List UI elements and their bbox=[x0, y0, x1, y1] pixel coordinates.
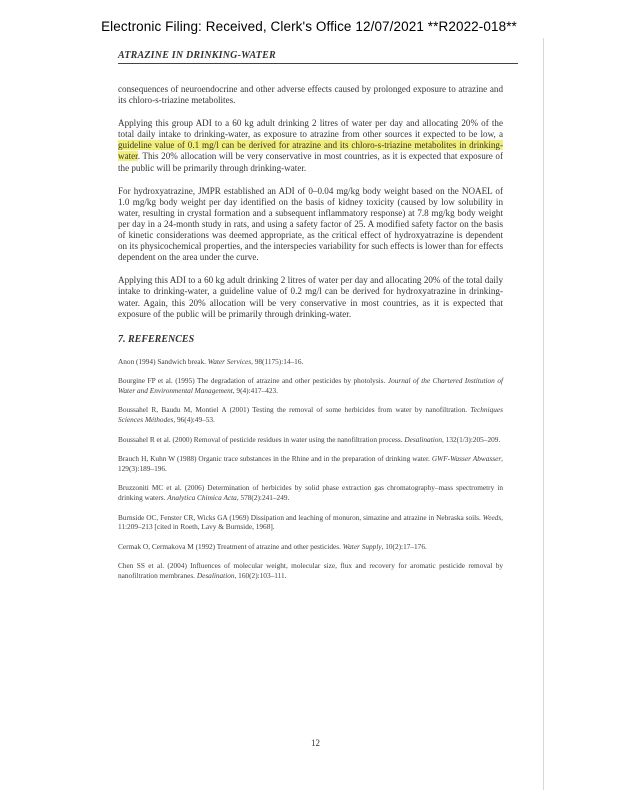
reference-item: Bruzzoniti MC et al. (2006) Determination of herbicides by solid phase extraction gas chromatography–mass spectrometry in drinking waters. Analytica Chimica Acta, 578(2):241–249. bbox=[118, 483, 503, 503]
running-head: ATRAZINE IN DRINKING-WATER bbox=[118, 50, 276, 61]
header-rule bbox=[118, 63, 518, 64]
reference-item: Cermak O, Cermakova M (1992) Treatment of atrazine and other pesticides. Water Supply, 10(2):17–176. bbox=[118, 541, 427, 551]
paragraph-2-end: . This 20% allocation will be very conservative in most countries, as it is expected that exposure of the public will be primarily through drinking-water. bbox=[118, 151, 503, 173]
reference-item: Brauch H, Kuhn W (1988) Organic trace substances in the Rhine and in the preparation of drinking water. GWF-Wasser Abwasser, 129(3):189–196. bbox=[118, 454, 503, 473]
reference-item: Chen SS et al. (2004) Influences of molecular weight, molecular size, flux and recovery for aromatic pesticide removal by nanofiltration membranes. Desalination, 160(2):103–111. bbox=[118, 561, 503, 580]
reference-item: Bourgine FP et al. (1995) The degradation of atrazine and other pesticides by photolysis. Journal of the Chartered Institution of Water and Environmental Management, 9(4):417–423. bbox=[118, 376, 504, 395]
paragraph-2 bbox=[118, 118, 503, 173]
page-number: 12 bbox=[311, 738, 320, 748]
document-body bbox=[118, 84, 503, 591]
paragraph-1: consequences of neuroendocrine and other adverse effects caused by prolonged exposure to atrazine and its chloro-s-triazine metabolites. bbox=[118, 84, 503, 106]
references-heading: 7. REFERENCES bbox=[118, 333, 195, 345]
highlighted-guideline-text: guideline value of 0.1 mg/l can be derived for atrazine and its chloro-s-triazine metabolites in drinking-water bbox=[118, 140, 503, 162]
reference-item: Boussahel R et al. (2000) Removal of pesticide residues in water using the nanofiltration process. Desalination, 132(1/3):205–209. bbox=[118, 434, 501, 444]
paragraph-2-start: Applying this group ADI to a 60 kg adult drinking 2 litres of water per day and allocating 20% of the total daily intake to drinking-water, as exposure to atrazine from other sources it expected to be low, a bbox=[118, 118, 503, 140]
paragraph-3: For hydroxyatrazine, JMPR established an ADI of 0–0.04 mg/kg body weight based on the NOAEL of 1.0 mg/kg body weight per day identified on the basis of kidney toxicity (caused by low solubility in water, resulting in crystal formation and a subsequent inflammatory response) at 7.8 mg/kg body weight per day in a 24-month study in rats, and using a safety factor of 25. A modified safety factor on the basis of kinetic considerations was deemed appropriate, as the critical effect of hydroxyatrazine is dependent on its physicochemical properties, and the interspecies variability for such effects is lower than for effects dependent on the area under the curve. bbox=[118, 185, 503, 263]
reference-item: Anon (1994) Sandwich break. Water Services, 98(1175):14–16. bbox=[118, 356, 304, 366]
document-page bbox=[88, 38, 544, 790]
paragraph-4: Applying this ADI to a 60 kg adult drinking 2 litres of water per day and allocating 20% of the total daily intake to drinking-water, a guideline value of 0.2 mg/l can be derived for hydroxyatrazine in drinking-water. Again, this 20% allocation will be very conservative in most countries, as it is expected that exposure of the public will be primarily through drinking-water. bbox=[118, 275, 503, 319]
reference-item: Burnside OC, Fenster CR, Wicks GA (1969) Dissipation and leaching of monuron, simazine and atrazine in Nebraska soils. Weeds, 11:209–213 [cited in Roeth, Lavy & Burnside, 1968]. bbox=[118, 512, 503, 532]
reference-item: Boussahel R, Baudu M, Montiel A (2001) Testing the removal of some herbicides from water by nanofiltration. Techniques Sciences Méthodes, 96(4):49–53. bbox=[118, 405, 503, 425]
filing-stamp: Electronic Filing: Received, Clerk's Office 12/07/2021 **R2022-018** bbox=[101, 19, 517, 34]
